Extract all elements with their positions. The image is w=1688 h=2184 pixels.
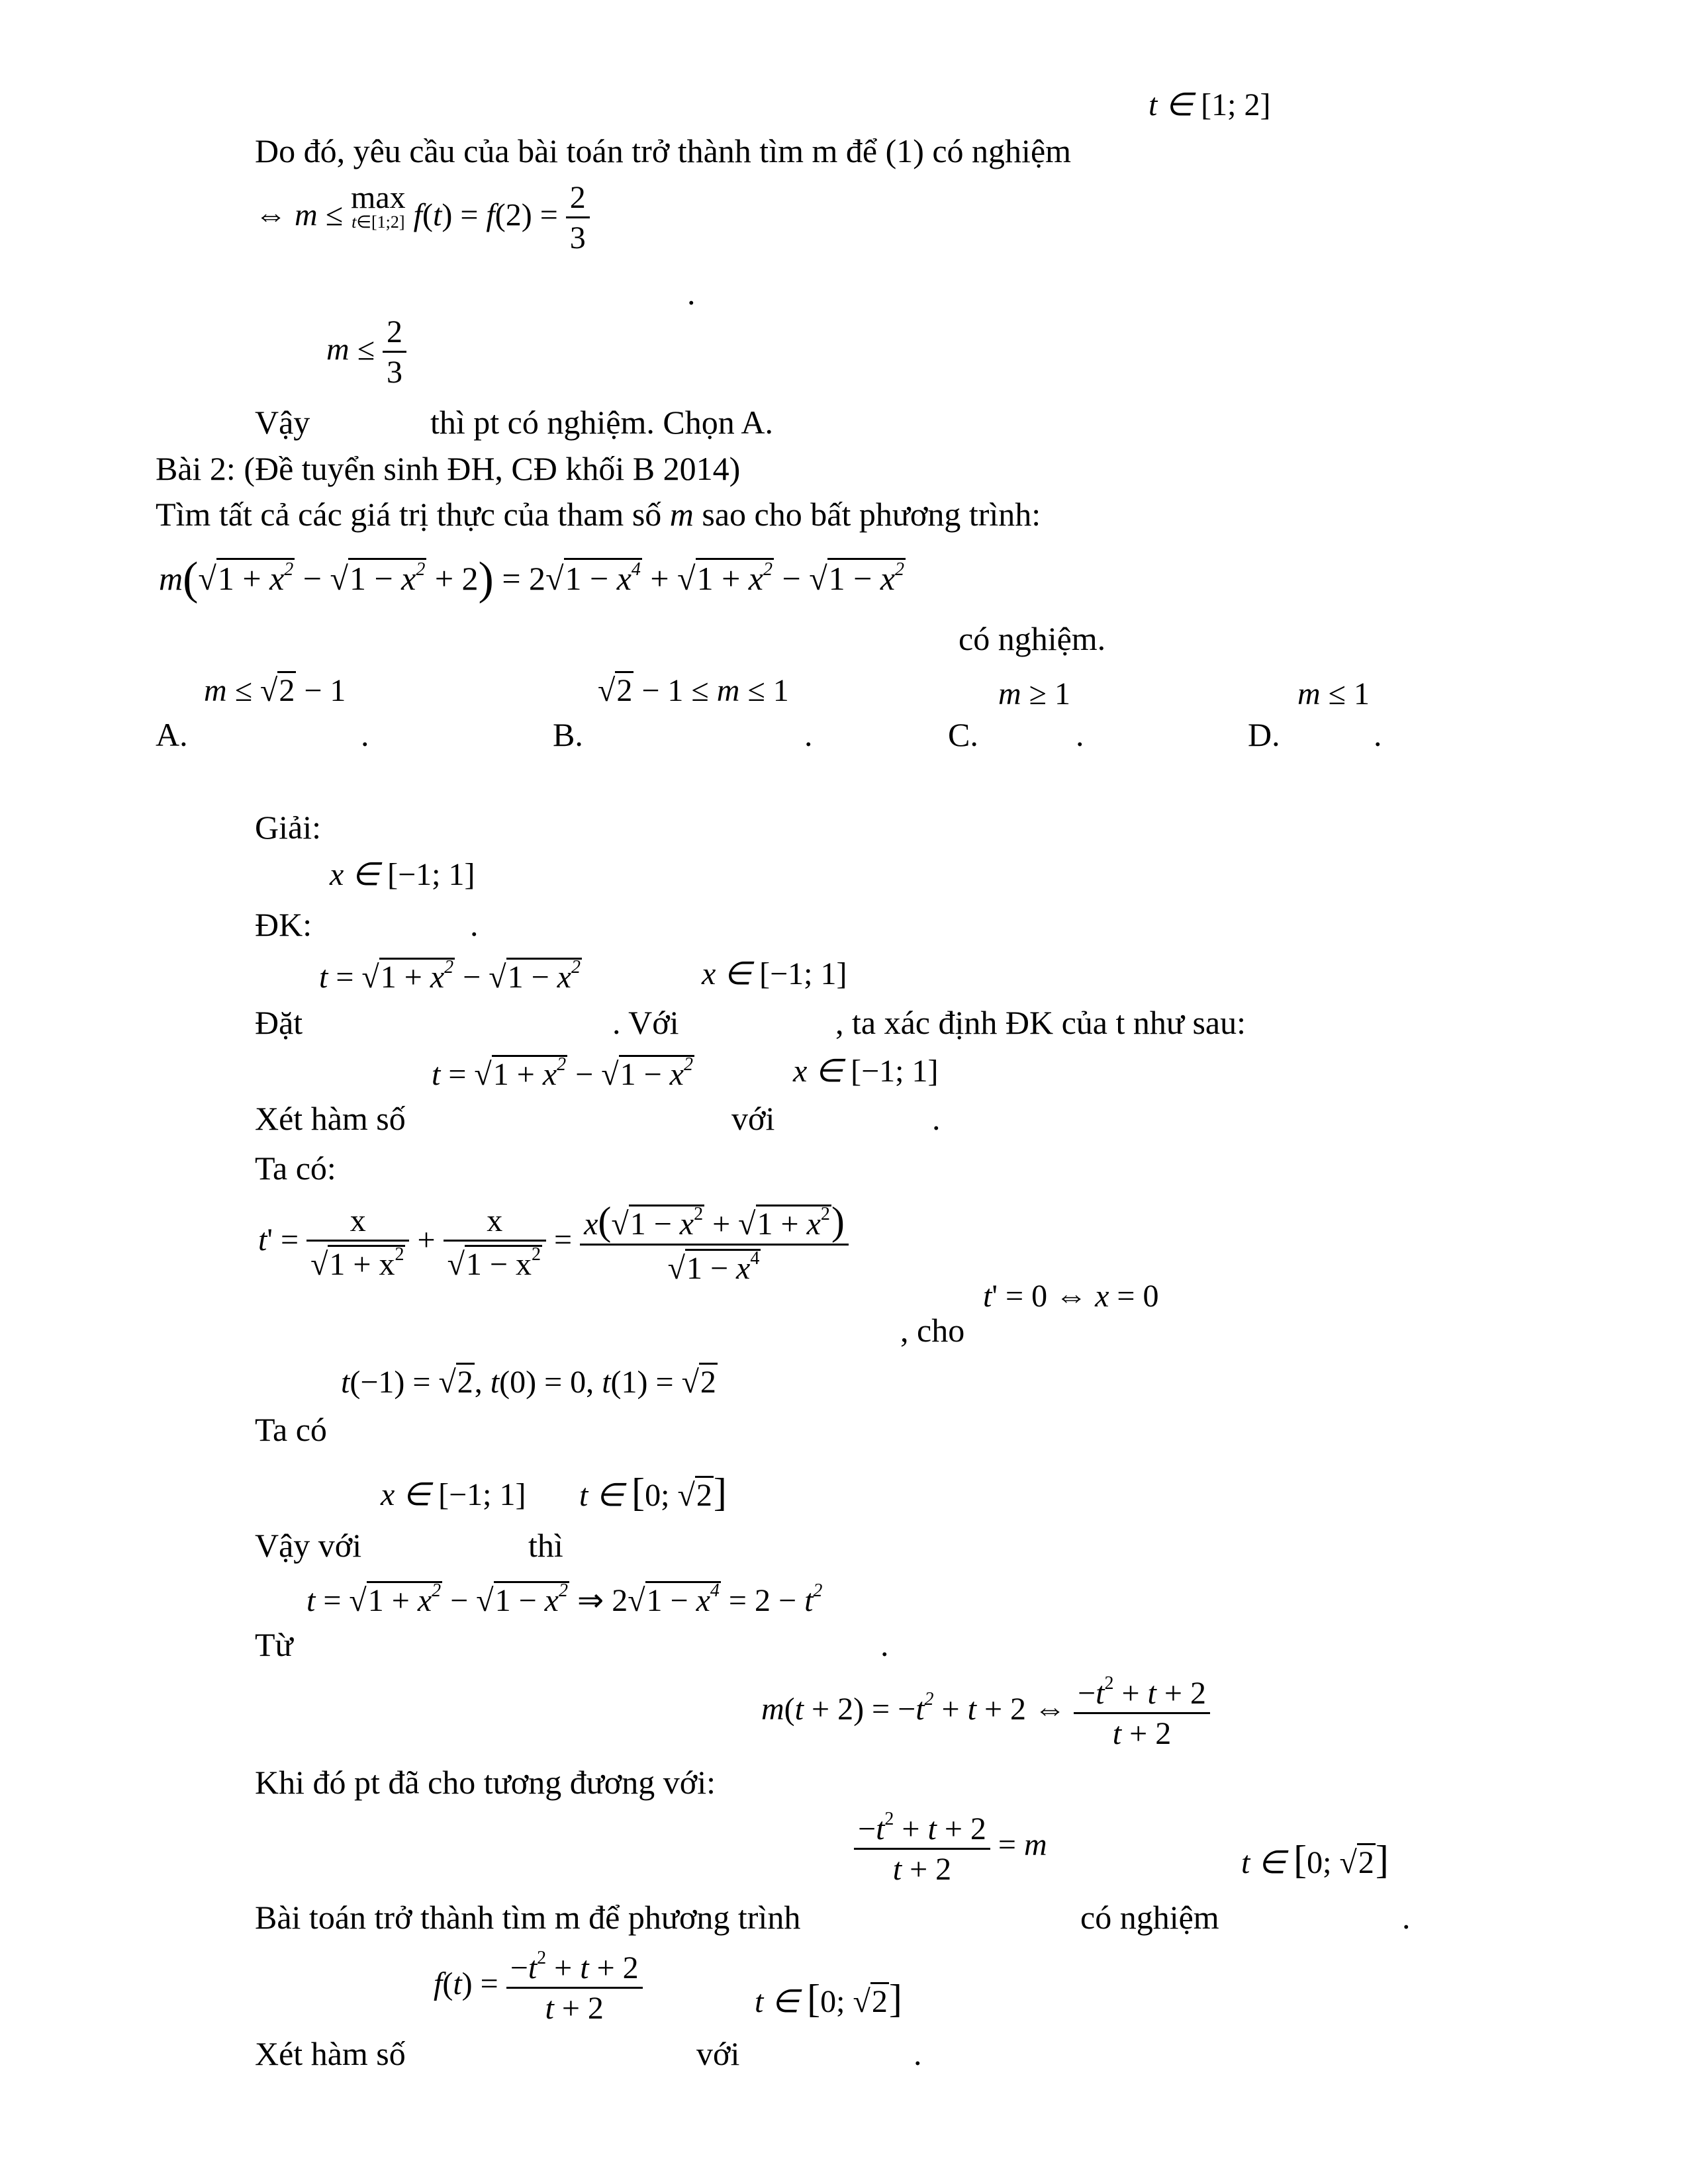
formula-equation: $m(√1 + x^2 - √1 - x^2 + 2) = 2√1 - x^4 + √1 + x^2 - √1 - x^2$ xyxy=(159,553,905,604)
dot: . xyxy=(1076,716,1084,753)
formula-t-range: t ∈ [1; 2] xyxy=(1149,87,1271,122)
formula-t-range: t ∈ [0; √2] xyxy=(579,1471,727,1514)
text-line: . Với xyxy=(612,1004,679,1041)
option-c-formula: m ≥ 1 xyxy=(998,676,1071,711)
formula-derivative: t' = $\frac{x}{√1 + x^2}$ + $\frac{x}{√1 - x^2}$ = $\frac{x(√1 - x^2 + √1 + x^2)}{√1 - x^4}$ xyxy=(258,1201,849,1285)
formula-equivalent: $m(t + 2) = -t^2 + t + 2$ ⇔ $\frac{-t^2 + t + 2}{t + 2}$ xyxy=(761,1674,1210,1750)
formula-f-def: f(t) = $\frac{-t^2 + t + 2}{t + 2}$ xyxy=(434,1949,643,2025)
text-line: thì xyxy=(528,1527,563,1564)
text-line: Vậy xyxy=(255,404,310,441)
formula-x-range: x ∈ [−1; 1] xyxy=(702,956,847,991)
formula-f-eq-m: $\frac{-t^2 + t + 2}{t + 2}$ = m xyxy=(854,1810,1047,1886)
option-a-label: A. xyxy=(156,716,188,753)
option-d-label: D. xyxy=(1248,716,1280,753)
text-line: Đặt xyxy=(255,1004,303,1041)
text-line: , ta xác định ĐK của t như sau: xyxy=(835,1004,1246,1041)
formula-values: t(−1) = √2, t(0) = 0, t(1) = √2 xyxy=(341,1367,718,1398)
text-line: Từ xyxy=(255,1626,293,1663)
text-line: với xyxy=(696,2035,740,2072)
text-line: Vậy với xyxy=(255,1527,362,1564)
section-title: Bài 2: (Đề tuyển sinh ĐH, CĐ khối B 2014) xyxy=(156,450,741,487)
formula-t-def: $t = √1 + x^2 - √1 - x^2$ xyxy=(319,957,581,995)
dot: . xyxy=(470,906,479,943)
text-line: Khi đó pt đã cho tương đương với: xyxy=(255,1764,716,1801)
formula-relation: $t = √1 + x^2 - √1 - x^2$ ⇒ $2√1 - x^4 = 2 - t^2$ xyxy=(306,1580,823,1618)
text-line: thì pt có nghiệm. Chọn A. xyxy=(430,404,774,441)
formula-x-range: x ∈ [−1; 1] xyxy=(381,1477,526,1512)
formula-x-range: x ∈ [−1; 1] xyxy=(793,1054,939,1089)
dot: . xyxy=(1402,1899,1411,1936)
formula-m-le: m ≤ $\frac{2}{3}$ xyxy=(326,316,406,388)
dot: . xyxy=(880,1626,889,1663)
dot: . xyxy=(932,1100,941,1137)
dot: . xyxy=(687,275,696,312)
text-line: Giải: xyxy=(255,809,321,846)
option-b-formula: √2 − 1 ≤ m ≤ 1 xyxy=(598,675,789,707)
text-line: Xét hàm số xyxy=(255,1100,406,1137)
text-line: , cho xyxy=(900,1312,965,1349)
text-line: Ta có xyxy=(255,1411,327,1448)
formula-x-range: x ∈ [−1; 1] xyxy=(330,857,475,892)
option-b-label: B. xyxy=(553,716,583,753)
dot: . xyxy=(361,716,369,753)
dot: . xyxy=(914,2035,922,2072)
dot: . xyxy=(804,716,813,753)
text-line: với xyxy=(731,1100,775,1137)
dot: . xyxy=(1374,716,1382,753)
text-line: Ta có: xyxy=(255,1150,336,1187)
formula-critical: t' = 0 ⇔ x = 0 xyxy=(983,1279,1159,1314)
formula-max: ⇔ m ≤ max t∈[1;2] f(t) = f(2) = $\frac{2}{3}$ xyxy=(255,182,590,254)
formula-t-range: t ∈ [0; √2] xyxy=(1241,1838,1389,1882)
question-text: Tìm tất cả các giá trị thực của tham số m sao cho bất phương trình: xyxy=(156,496,1041,533)
text-line: Xét hàm số xyxy=(255,2035,406,2072)
option-d-formula: m ≤ 1 xyxy=(1297,676,1370,711)
text-line: ĐK: xyxy=(255,906,312,943)
formula-t-def: $t = √1 + x^2 - √1 - x^2$ xyxy=(432,1054,693,1092)
option-c-label: C. xyxy=(948,716,978,753)
formula-t-range: t ∈ [0; √2] xyxy=(755,1977,902,2021)
text-line: có nghiệm xyxy=(1080,1899,1219,1936)
option-a-formula: m ≤ √2 − 1 xyxy=(204,675,346,707)
text-line: Do đó, yêu cầu của bài toán trở thành tìm m để (1) có nghiệm xyxy=(255,132,1072,169)
text-line: có nghiệm. xyxy=(959,620,1106,657)
text-line: Bài toán trở thành tìm m để phương trình xyxy=(255,1899,801,1936)
